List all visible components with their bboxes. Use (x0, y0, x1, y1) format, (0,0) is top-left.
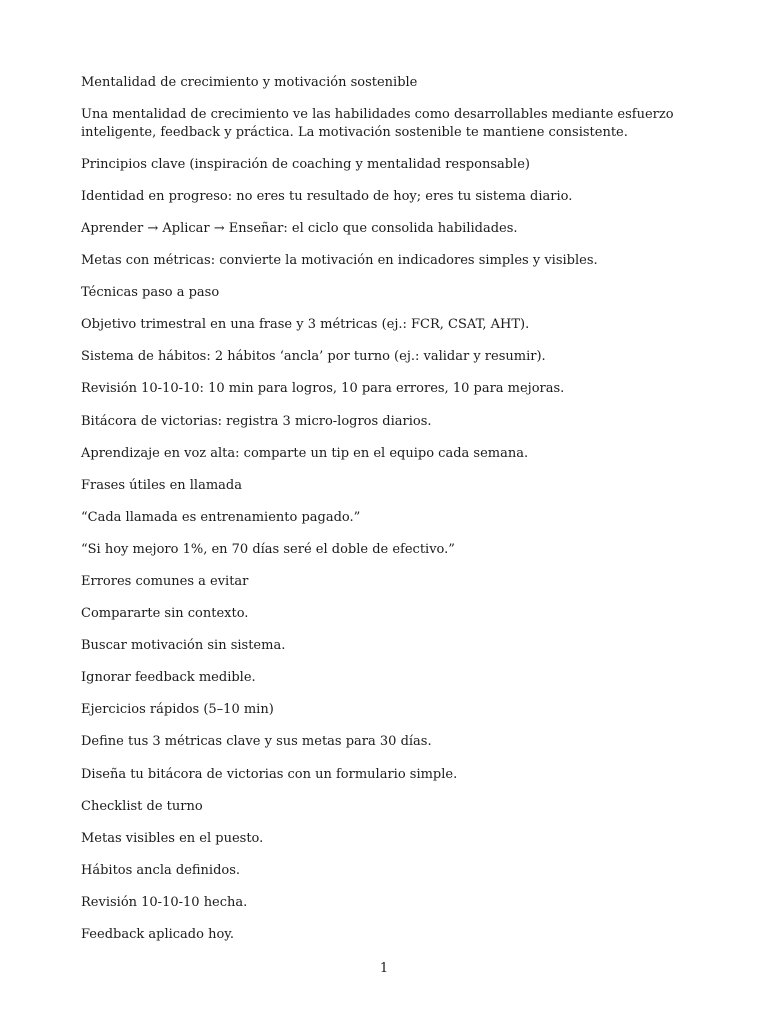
document-title: Mentalidad de crecimiento y motivación sostenible (81, 75, 418, 90)
checklist-item: Hábitos ancla definidos. (81, 862, 241, 878)
exercise-item: Define tus 3 métricas clave y sus metas para 30 días. (81, 734, 432, 750)
phrase-item: “Si hoy mejoro 1%, en 70 días seré el doble de efectivo.” (81, 541, 455, 557)
error-item: Compararte sin contexto. (81, 606, 249, 622)
technique-item: Aprendizaje en voz alta: comparte un tip en el equipo cada semana. (81, 445, 529, 461)
section-heading-principios: Principios clave (inspiración de coaching y mentalidad responsable) (81, 156, 530, 172)
phrase-item: “Cada llamada es entrenamiento pagado.” (81, 509, 361, 525)
section-heading-frases: Frases útiles en llamada (81, 477, 242, 493)
checklist-item: Feedback aplicado hoy. (81, 927, 235, 943)
technique-item: Sistema de hábitos: 2 hábitos ‘ancla’ por turno (ej.: validar y resumir). (81, 349, 546, 365)
section-heading-checklist: Checklist de turno (81, 798, 203, 814)
section-heading-errores: Errores comunes a evitar (81, 574, 249, 589)
technique-item: Objetivo trimestral en una frase y 3 métricas (ej.: FCR, CSAT, AHT). (81, 317, 530, 333)
principle-item: Metas con métricas: convierte la motivación en indicadores simples y visibles. (81, 253, 598, 269)
error-item: Ignorar feedback medible. (81, 670, 256, 686)
checklist-item: Revisión 10-10-10 hecha. (81, 894, 248, 910)
exercise-item: Diseña tu bitácora de victorias con un formulario simple. (81, 766, 458, 782)
section-heading-ejercicios: Ejercicios rápidos (5–10 min) (81, 702, 274, 718)
intro-paragraph: Una mentalidad de crecimiento ve las habilidades como desarrollables mediante esfuerzo inteligente, feedback y práctica. La motivación sostenible te mantiene consistente. (81, 107, 674, 140)
page-number: 1 (379, 961, 389, 976)
technique-item: Bitácora de victorias: registra 3 micro-logros diarios. (81, 413, 432, 429)
document-body (81, 74, 691, 958)
principle-item: Aprender → Aplicar → Enseñar: el ciclo que consolida habilidades. (81, 220, 518, 236)
technique-item: Revisión 10-10-10: 10 min para logros, 10 para errores, 10 para mejoras. (81, 381, 565, 397)
principle-item: Identidad en progreso: no eres tu resultado de hoy; eres tu sistema diario. (81, 188, 573, 204)
error-item: Buscar motivación sin sistema. (81, 638, 286, 654)
section-heading-tecnicas: Técnicas paso a paso (81, 285, 220, 301)
checklist-item: Metas visibles en el puesto. (81, 830, 264, 846)
